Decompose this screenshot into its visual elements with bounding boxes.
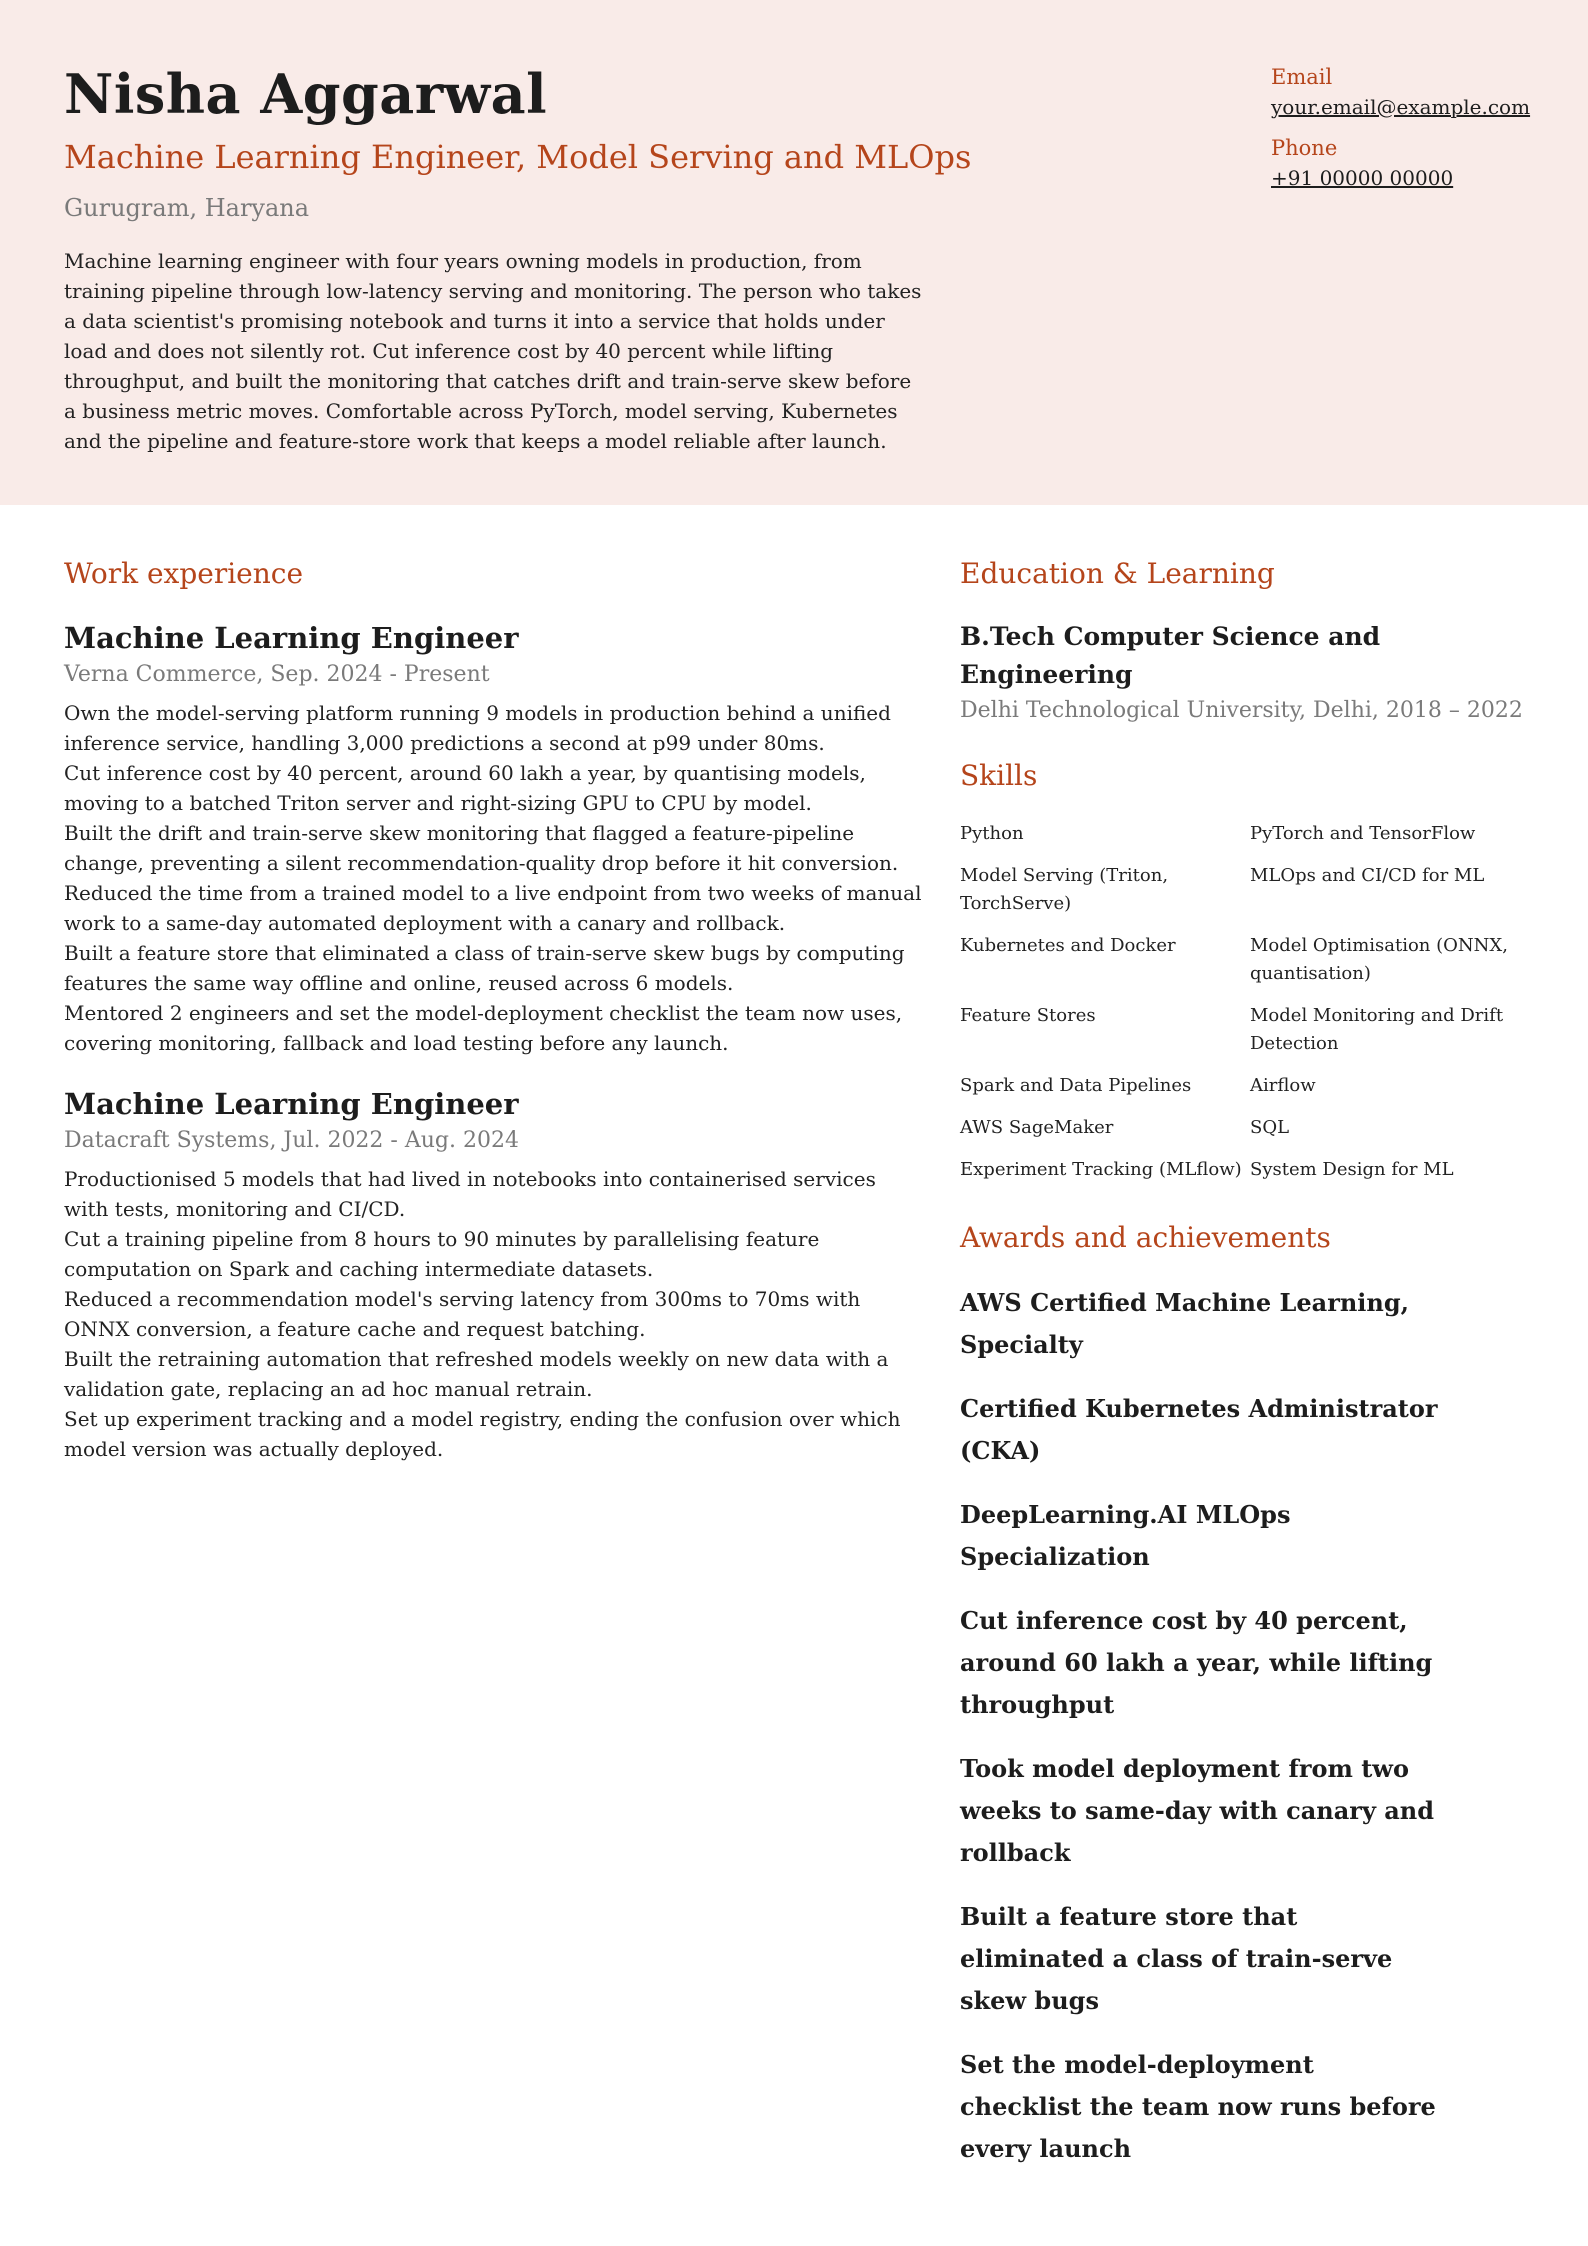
job-bullet: Cut a training pipeline from 8 hours to 90 minutes by parallelising feature computation on Spark and caching intermediate datasets. [64, 1227, 820, 1281]
job-bullet: Reduced the time from a trained model to a live endpoint from two weeks of manual work to a same-day automated deployment with a canary and rollback. [64, 881, 922, 935]
skill-item: Spark and Data Pipelines [960, 1075, 1192, 1096]
header-banner [0, 0, 1588, 505]
award-item: Certified Kubernetes Administrator (CKA) [960, 1394, 1438, 1465]
skill-item: AWS SageMaker [960, 1117, 1114, 1138]
work-experience-section [64, 550, 924, 1490]
phone-link[interactable]: +91 00000 00000 [1271, 166, 1454, 190]
award-item: Took model deployment from two weeks to same-day with canary and rollback [960, 1754, 1435, 1867]
job-bullet: Cut inference cost by 40 percent, around 60 lakh a year, by quantising models, moving to a batched Triton server and right-sizing GPU to CPU by model. [64, 761, 866, 815]
award-item: DeepLearning.AI MLOps Specialization [960, 1500, 1291, 1571]
candidate-name: Nisha Aggarwal [64, 62, 548, 126]
education-section [960, 550, 1560, 728]
job-bullet: Built the drift and train-serve skew monitoring that flagged a feature-pipeline change, preventing a silent recommendation-quality drop before it hit conversion. [64, 821, 899, 875]
awards-section [960, 1214, 1560, 2170]
award-item: Built a feature store that eliminated a class of train-serve skew bugs [960, 1902, 1393, 2015]
award-item: Set the model-deployment checklist the team now runs before every launch [960, 2050, 1436, 2163]
skill-item: Model Optimisation (ONNX, quantisation) [1250, 935, 1508, 984]
skills-section [960, 752, 1560, 1184]
skill-item: Feature Stores [960, 1005, 1096, 1026]
candidate-role: Machine Learning Engineer, Model Serving and MLOps [64, 138, 972, 176]
job-bullet: Built a feature store that eliminated a class of train-serve skew bugs by computing features the same way offline and online, reused across 6 models. [64, 941, 905, 995]
job-entry [64, 1084, 924, 1464]
award-item: AWS Certified Machine Learning, Specialty [960, 1288, 1410, 1359]
job-meta: Datacraft Systems, Jul. 2022 - Aug. 2024 [64, 1128, 519, 1153]
education-degree: B.Tech Computer Science and Engineering [960, 622, 1381, 689]
job-bullet: Own the model-serving platform running 9 models in production behind a unified inference service, handling 3,000 predictions a second at p99 under 80ms. [64, 701, 891, 755]
skill-item: System Design for ML [1250, 1159, 1454, 1180]
awards-title: Awards and achievements [960, 1221, 1331, 1254]
skill-item: Python [960, 823, 1024, 844]
job-bullet: Built the retraining automation that refreshed models weekly on new data with a validation gate, replacing an ad hoc manual retrain. [64, 1347, 889, 1401]
skill-item: Airflow [1250, 1075, 1316, 1096]
email-link[interactable]: your.email@example.com [1271, 95, 1531, 119]
skills-grid [960, 820, 1560, 1184]
skill-item: Model Serving (Triton, TorchServe) [960, 865, 1169, 914]
job-title: Machine Learning Engineer [64, 621, 519, 655]
profile-summary: Machine learning engineer with four years owning models in production, from training pipeline through low-latency serving and monitoring. The person who takes a data scientist's promising notebook and turns it into a service that holds under load and does not silently rot. Cut inference cost by 40 percent while lifting throughput, and built the monitoring that catches drift and train-serve skew before a business metric moves. Comfortable across PyTorch, model serving, Kubernetes and the pipeline and feature-store work that keeps a model reliable after launch. [64, 249, 922, 453]
work-experience-title: Work experience [64, 557, 304, 590]
education-school: Delhi Technological University, Delhi, 2018 – 2022 [960, 698, 1523, 723]
skill-item: Model Monitoring and Drift Detection [1250, 1005, 1504, 1054]
education-title: Education & Learning [960, 557, 1275, 590]
job-bullet: Reduced a recommendation model's serving latency from 300ms to 70ms with ONNX conversion, a feature cache and request batching. [64, 1287, 861, 1341]
skill-item: SQL [1250, 1117, 1290, 1138]
job-bullet: Set up experiment tracking and a model registry, ending the confusion over which model version was actually deployed. [64, 1407, 901, 1461]
sidebar-column [960, 550, 1560, 2192]
email-label: Email [1271, 65, 1333, 89]
contact-block [1271, 62, 1571, 204]
skill-item: MLOps and CI/CD for ML [1250, 865, 1485, 886]
job-title: Machine Learning Engineer [64, 1087, 519, 1121]
phone-label: Phone [1271, 136, 1338, 160]
candidate-location: Gurugram, Haryana [64, 194, 310, 222]
job-entry [64, 618, 924, 1058]
job-bullet: Productionised 5 models that had lived in notebooks into containerised services with tests, monitoring and CI/CD. [64, 1167, 876, 1221]
award-item: Cut inference cost by 40 percent, around 60 lakh a year, while lifting throughput [960, 1606, 1433, 1719]
job-bullet: Mentored 2 engineers and set the model-deployment checklist the team now uses, covering monitoring, fallback and load testing before any launch. [64, 1001, 903, 1055]
skills-title: Skills [960, 759, 1038, 792]
skill-item: Kubernetes and Docker [960, 935, 1176, 956]
job-meta: Verna Commerce, Sep. 2024 - Present [64, 662, 490, 687]
skill-item: Experiment Tracking (MLflow) [960, 1159, 1242, 1180]
skill-item: PyTorch and TensorFlow [1250, 823, 1476, 844]
